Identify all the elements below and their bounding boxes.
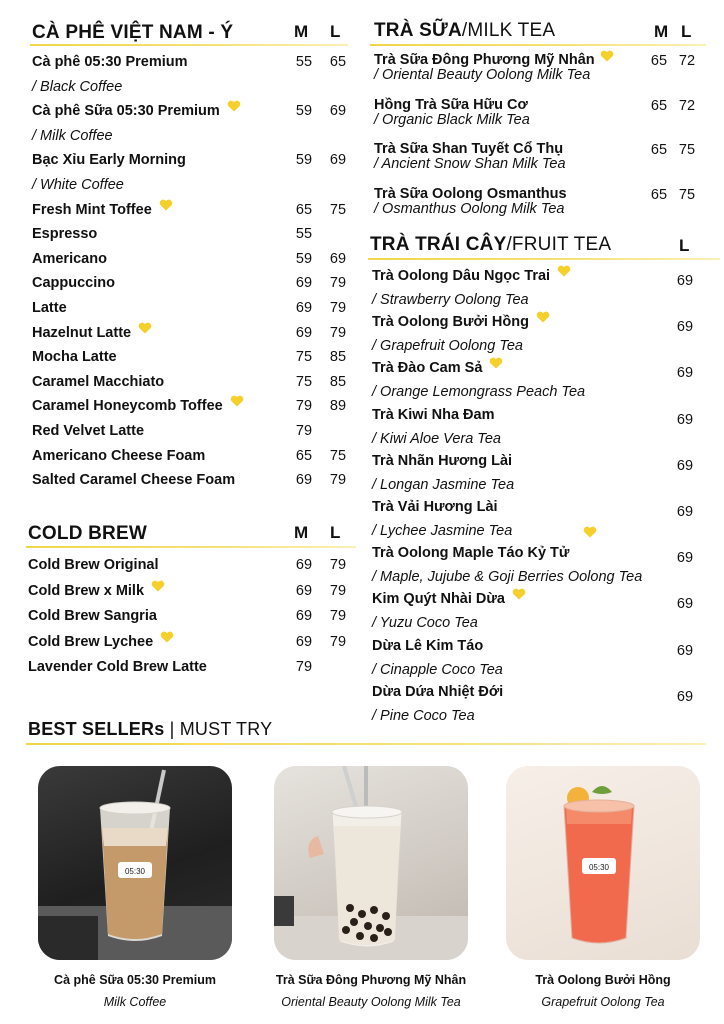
coldbrew-section-title: COLD BREW bbox=[28, 523, 147, 544]
bestsellers-section-title bbox=[28, 719, 272, 740]
coffee-item-name: Latte bbox=[32, 300, 67, 316]
bestsellers-title-thin: | MUST TRY bbox=[164, 719, 273, 739]
heart-icon bbox=[151, 579, 165, 591]
coldbrew-item-name: Lavender Cold Brew Latte bbox=[28, 659, 207, 676]
fruittea-item-price-l: 69 bbox=[676, 365, 694, 382]
fruittea-item-price-l: 69 bbox=[676, 273, 694, 289]
bestseller-photo-grapefruit-tea bbox=[506, 766, 700, 960]
fruittea-item-price-l: 69 bbox=[676, 504, 694, 520]
milktea-item-name: Trà Sữa Shan Tuyết Cổ Thụ bbox=[374, 141, 564, 157]
heart-icon bbox=[230, 394, 244, 406]
coffee-item-price-m: 75 bbox=[295, 373, 313, 390]
heart-icon bbox=[512, 587, 526, 599]
coffee-item-price-l: 85 bbox=[329, 373, 347, 390]
heart-icon bbox=[227, 99, 241, 111]
milktea-size-m-header: M bbox=[654, 22, 669, 41]
milktea-size-l-header: L bbox=[681, 22, 692, 41]
coffee-item-price-m: 79 bbox=[295, 398, 313, 415]
milktea-item-price-l: 72 bbox=[678, 53, 696, 69]
fruittea-item-price-l: 69 bbox=[676, 550, 694, 567]
coffee-item-name: Cà phê 05:30 Premium bbox=[32, 54, 188, 70]
fruittea-item-name: Trà Vải Hương Lài bbox=[372, 499, 498, 515]
coffee-item-price-m: 69 bbox=[295, 472, 313, 489]
coffee-divider bbox=[30, 44, 348, 46]
bestseller-photo-milk-coffee bbox=[38, 766, 232, 960]
coffee-item-price-l: 79 bbox=[329, 300, 347, 316]
coffee-item-price-m: 59 bbox=[295, 152, 313, 169]
coldbrew-item-name: Cold Brew Lychee bbox=[28, 633, 154, 650]
coffee-item-price-m: 55 bbox=[295, 226, 313, 243]
milktea-item-subtitle: / Organic Black Milk Tea bbox=[374, 111, 530, 128]
coldbrew-item-price-l: 79 bbox=[329, 608, 347, 625]
milktea-item-price-l: 75 bbox=[678, 142, 696, 158]
milk-coffee-cup-illustration bbox=[38, 766, 232, 960]
fruittea-item-name: Trà Oolong Maple Táo Kỷ Tử bbox=[372, 545, 570, 562]
milktea-item-price-m: 65 bbox=[650, 142, 668, 158]
milktea-item-price-l: 72 bbox=[678, 97, 696, 114]
coffee-item-price-m: 55 bbox=[295, 54, 313, 70]
milk-coffee-cup-label: 05:30 bbox=[124, 867, 146, 876]
coldbrew-item-name: Cold Brew x Milk bbox=[28, 582, 145, 599]
coldbrew-item-price-l: 79 bbox=[329, 633, 347, 650]
coffee-item-name: Cà phê Sữa 05:30 Premium bbox=[32, 103, 220, 120]
coffee-item-price-m: 79 bbox=[295, 423, 313, 439]
coffee-item-price-l: 79 bbox=[329, 275, 347, 292]
fruittea-title-bold: TRÀ TRÁI CÂY bbox=[370, 234, 507, 255]
bestseller-2-sub: Oriental Beauty Oolong Milk Tea bbox=[281, 995, 461, 1009]
fruittea-item-subtitle: / Maple, Jujube & Goji Berries Oolong Tea bbox=[372, 569, 643, 586]
bestseller-1-name: Cà phê Sữa 05:30 Premium bbox=[54, 973, 216, 987]
milktea-title-thin: /MILK TEA bbox=[461, 20, 556, 41]
milktea-item-name: Trà Sữa Đông Phương Mỹ Nhân bbox=[374, 52, 595, 68]
coffee-item-price-m: 65 bbox=[295, 201, 313, 218]
heart-icon bbox=[536, 310, 550, 322]
coffee-item-name: Bạc Xỉu Early Morning bbox=[32, 152, 186, 169]
heart-icon bbox=[160, 630, 174, 642]
heart-icon bbox=[159, 198, 173, 210]
coffee-item-price-m: 69 bbox=[295, 324, 313, 341]
coldbrew-item-price-m: 69 bbox=[295, 633, 313, 650]
coffee-item-price-l: 79 bbox=[329, 324, 347, 341]
coffee-item-price-m: 69 bbox=[295, 275, 313, 292]
coffee-item-name: Caramel Honeycomb Toffee bbox=[32, 398, 223, 415]
coffee-item-price-l: 65 bbox=[329, 54, 347, 70]
coffee-item-subtitle: / Milk Coffee bbox=[32, 127, 113, 144]
coffee-item-name: Caramel Macchiato bbox=[32, 373, 165, 390]
coldbrew-item-price-m: 69 bbox=[295, 582, 313, 599]
coffee-item-name: Red Velvet Latte bbox=[32, 423, 145, 439]
grapefruit-tea-cup-label: 05:30 bbox=[588, 863, 610, 872]
fruittea-title-thin: /FRUIT TEA bbox=[506, 234, 612, 255]
coffee-item-name: Cappuccino bbox=[32, 275, 115, 292]
milktea-item-price-m: 65 bbox=[650, 186, 668, 203]
fruittea-size-l-header: L bbox=[679, 236, 690, 255]
fruittea-item-subtitle: / Cinapple Coco Tea bbox=[372, 661, 503, 678]
coffee-item-name: Espresso bbox=[32, 226, 98, 243]
fruittea-item-price-l: 69 bbox=[676, 319, 694, 336]
coffee-item-price-l: 69 bbox=[329, 152, 347, 169]
bestsellers-divider bbox=[26, 743, 706, 745]
fruittea-item-price-l: 69 bbox=[676, 411, 694, 428]
fruittea-item-name: Trà Nhãn Hương Lài bbox=[372, 452, 513, 469]
coffee-item-price-l: 85 bbox=[329, 349, 347, 366]
coffee-item-price-m: 65 bbox=[295, 447, 313, 464]
bestseller-2-name: Trà Sữa Đông Phương Mỹ Nhân bbox=[275, 973, 467, 987]
bestseller-3-name: Trà Oolong Bưởi Hồng bbox=[535, 973, 671, 987]
coffee-item-price-m: 75 bbox=[295, 349, 313, 366]
fruittea-item-price-l: 69 bbox=[676, 596, 694, 613]
bestseller-1-sub: Milk Coffee bbox=[103, 995, 167, 1009]
fruittea-item-subtitle: / Pine Coco Tea bbox=[372, 707, 475, 724]
bestsellers-title-bold: BEST SELLERs bbox=[28, 719, 165, 739]
coldbrew-item-name: Cold Brew Original bbox=[28, 557, 159, 573]
fruittea-item-price-l: 69 bbox=[676, 688, 694, 705]
coffee-item-price-l: 69 bbox=[329, 103, 347, 120]
bestseller-3-sub: Grapefruit Oolong Tea bbox=[541, 995, 665, 1009]
fruittea-item-subtitle: / Grapefruit Oolong Tea bbox=[372, 338, 523, 355]
coffee-size-l-header: L bbox=[330, 22, 341, 41]
grapefruit-tea-cup-illustration bbox=[506, 766, 700, 960]
fruittea-item-price-l: 69 bbox=[676, 642, 694, 659]
fruittea-item-subtitle: / Lychee Jasmine Tea bbox=[372, 523, 513, 539]
fruittea-item-subtitle: / Strawberry Oolong Tea bbox=[372, 292, 529, 308]
milktea-item-price-l: 75 bbox=[678, 186, 696, 203]
coffee-item-price-l: 79 bbox=[329, 472, 347, 489]
milktea-item-subtitle: / Oriental Beauty Oolong Milk Tea bbox=[374, 67, 591, 83]
coffee-item-price-m: 59 bbox=[295, 250, 313, 267]
coffee-item-price-l: 75 bbox=[329, 447, 347, 464]
coldbrew-size-m-header: M bbox=[294, 523, 309, 542]
fruittea-divider bbox=[368, 258, 720, 260]
heart-icon bbox=[557, 264, 571, 276]
fruittea-item-subtitle: / Kiwi Aloe Vera Tea bbox=[372, 430, 501, 447]
coffee-item-price-l: 69 bbox=[329, 250, 347, 267]
coffee-item-subtitle: / Black Coffee bbox=[32, 78, 123, 95]
heart-icon bbox=[489, 356, 503, 368]
fruittea-item-name: Trà Đào Cam Sả bbox=[372, 360, 483, 377]
coffee-item-name: Mocha Latte bbox=[32, 349, 117, 366]
coffee-item-price-l: 75 bbox=[329, 201, 347, 218]
fruittea-item-subtitle: / Longan Jasmine Tea bbox=[372, 476, 515, 493]
milk-tea-cup-illustration bbox=[274, 766, 468, 960]
fruittea-section-title bbox=[370, 234, 611, 256]
fruittea-item-name: Dừa Lê Kim Táo bbox=[372, 637, 484, 654]
heart-icon bbox=[600, 49, 614, 61]
coffee-item-name: Americano bbox=[32, 250, 107, 267]
coffee-item-subtitle: / White Coffee bbox=[32, 177, 124, 193]
coffee-item-price-l: 89 bbox=[329, 398, 347, 415]
milktea-title-bold: TRÀ SỮA bbox=[374, 20, 462, 41]
heart-icon bbox=[583, 525, 597, 537]
coldbrew-size-l-header: L bbox=[330, 523, 341, 542]
coffee-item-price-m: 69 bbox=[295, 300, 313, 316]
heart-icon bbox=[138, 321, 152, 333]
coffee-item-name: Fresh Mint Toffee bbox=[32, 201, 152, 218]
coffee-item-name: Hazelnut Latte bbox=[32, 324, 132, 341]
fruittea-item-name: Kim Quýt Nhài Dừa bbox=[372, 591, 505, 608]
milktea-divider bbox=[370, 44, 706, 46]
coffee-item-name: Americano Cheese Foam bbox=[32, 447, 206, 464]
milktea-section-title bbox=[374, 20, 555, 42]
coffee-size-m-header: M bbox=[294, 22, 309, 41]
fruittea-item-price-l: 69 bbox=[676, 457, 694, 474]
coldbrew-item-price-m: 79 bbox=[295, 659, 313, 676]
fruittea-item-subtitle: / Orange Lemongrass Peach Tea bbox=[372, 384, 586, 401]
milktea-item-price-m: 65 bbox=[650, 97, 668, 114]
coldbrew-item-price-l: 79 bbox=[329, 582, 347, 599]
coffee-item-name: Salted Caramel Cheese Foam bbox=[32, 472, 236, 489]
milktea-item-name: Hồng Trà Sữa Hữu Cơ bbox=[374, 96, 528, 113]
bestseller-photo-milk-tea bbox=[274, 766, 468, 960]
coldbrew-divider bbox=[26, 546, 356, 548]
coldbrew-item-price-l: 79 bbox=[329, 557, 347, 573]
milktea-item-price-m: 65 bbox=[650, 53, 668, 69]
coffee-item-price-m: 59 bbox=[295, 103, 313, 120]
fruittea-item-name: Trà Oolong Dâu Ngọc Trai bbox=[372, 268, 551, 284]
fruittea-item-name: Trà Kiwi Nha Đam bbox=[372, 406, 495, 423]
milktea-item-subtitle: / Osmanthus Oolong Milk Tea bbox=[374, 200, 565, 217]
fruittea-item-subtitle: / Yuzu Coco Tea bbox=[372, 615, 478, 632]
milktea-item-name: Trà Sữa Oolong Osmanthus bbox=[374, 185, 567, 202]
coldbrew-item-name: Cold Brew Sangria bbox=[28, 608, 157, 625]
coldbrew-item-price-m: 69 bbox=[295, 557, 313, 573]
coffee-section-title: CÀ PHÊ VIỆT NAM - Ý bbox=[32, 22, 234, 43]
milktea-item-subtitle: / Ancient Snow Shan Milk Tea bbox=[374, 156, 566, 172]
fruittea-item-name: Trà Oolong Bưởi Hồng bbox=[372, 314, 529, 331]
fruittea-item-name: Dừa Dứa Nhiệt Đới bbox=[372, 683, 504, 700]
coldbrew-item-price-m: 69 bbox=[295, 608, 313, 625]
